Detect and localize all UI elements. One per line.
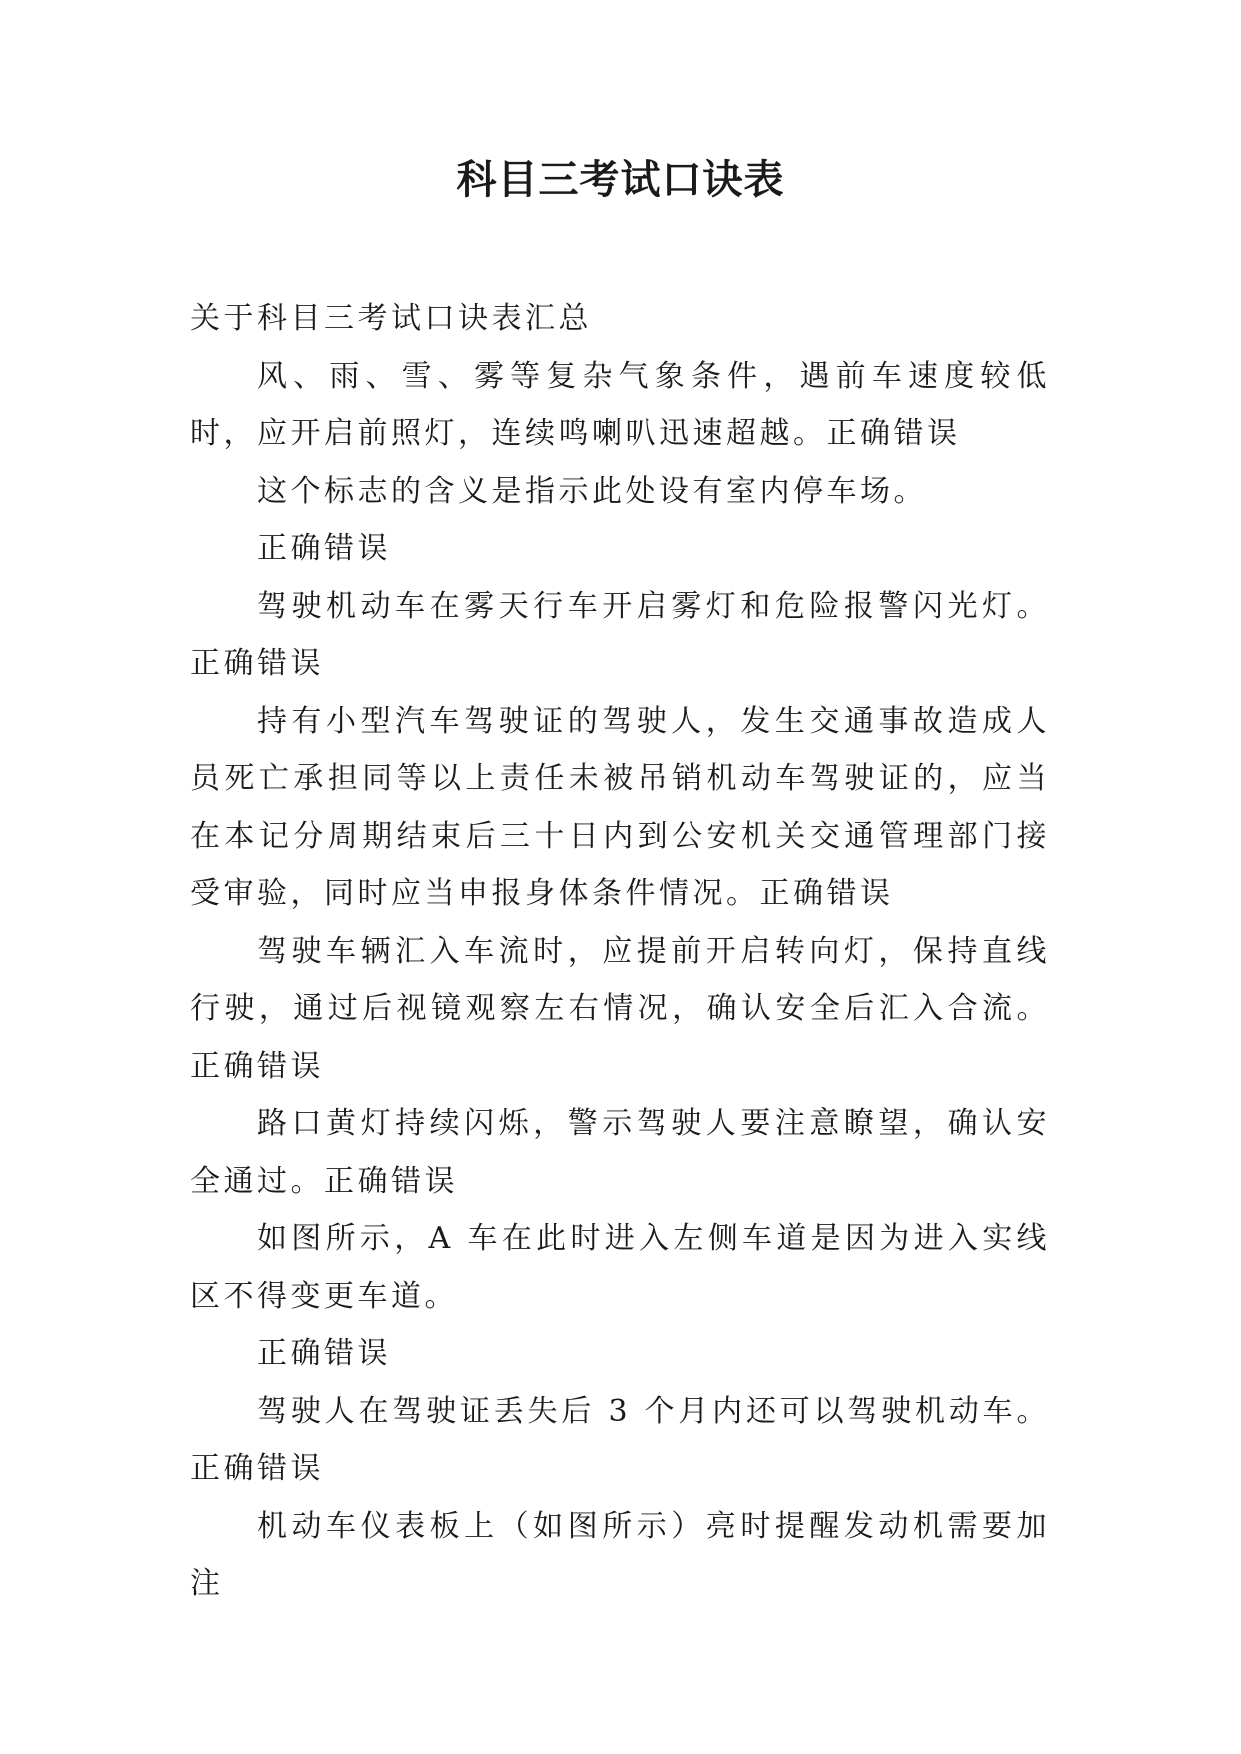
document-body [190, 290, 1050, 1613]
paragraph: 持有小型汽车驾驶证的驾驶人，发生交通事故造成人员死亡承担同等以上责任未被吊销机动车驾驶证的，应当在本记分周期结束后三十日内到公安机关交通管理部门接受审验，同时应当申报身体条件情况。正确错误 [190, 703, 1050, 911]
paragraph: 风、雨、雪、雾等复杂气象条件，遇前车速度较低时，应开启前照灯，连续鸣喇叭迅速超越。正确错误 [190, 358, 1050, 451]
paragraph: 如图所示，A 车在此时进入左侧车道是因为进入实线区不得变更车道。 [190, 1221, 1050, 1314]
paragraph: 正确错误 [257, 531, 391, 566]
paragraph: 驾驶车辆汇入车流时，应提前开启转向灯，保持直线行驶，通过后视镜观察左右情况，确认安全后汇入合流。正确错误 [190, 933, 1050, 1084]
paragraph: 这个标志的含义是指示此处设有室内停车场。 [257, 473, 927, 509]
paragraph: 机动车仪表板上（如图所示）亮时提醒发动机需要加注 [190, 1508, 1050, 1601]
intro-paragraph: 关于科目三考试口诀表汇总 [190, 301, 592, 336]
paragraph: 驾驶机动车在雾天行车开启雾灯和危险报警闪光灯。正确错误 [190, 588, 1050, 681]
document-title: 科目三考试口诀表 [456, 156, 785, 203]
paragraph: 驾驶人在驾驶证丢失后 3 个月内还可以驾驶机动车。正确错误 [190, 1393, 1050, 1486]
paragraph: 正确错误 [257, 1336, 391, 1371]
paragraph: 路口黄灯持续闪烁，警示驾驶人要注意瞭望，确认安全通过。正确错误 [190, 1106, 1050, 1199]
